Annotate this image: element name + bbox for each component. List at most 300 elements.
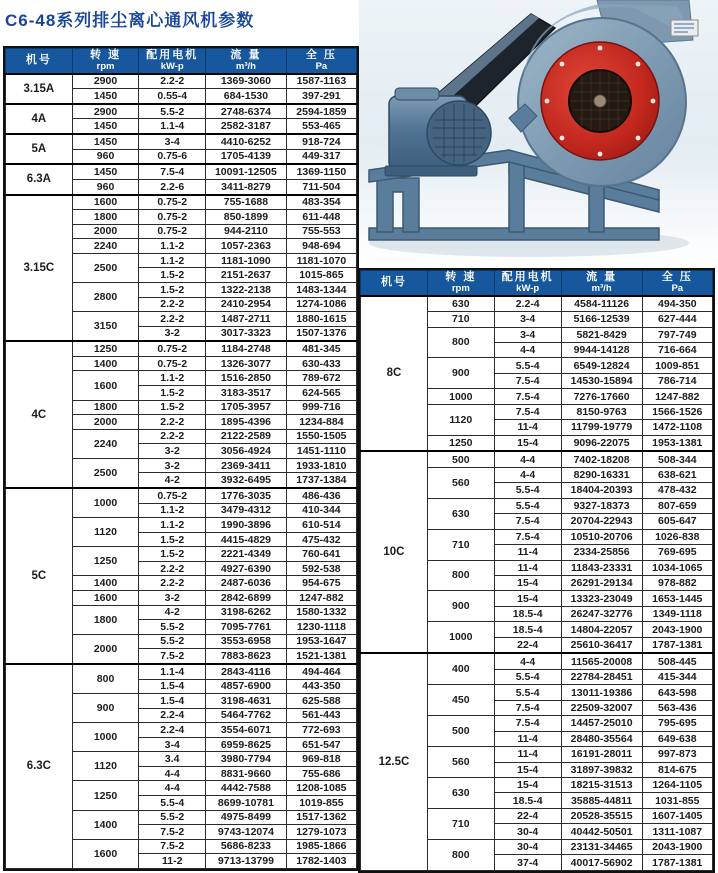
rpm-cell: 1250 [72,781,139,810]
rpm-cell: 800 [427,327,494,358]
flow-cell: 9743-12074 [206,825,287,840]
right-spec-table [358,268,715,873]
motor-cell: 4-4 [494,467,561,482]
flow-cell: 3980-7794 [206,752,287,767]
table-row [6,134,357,149]
motor-cell: 3-2 [139,326,206,341]
pressure-cell: 1933-1810 [286,458,356,473]
rpm-cell: 2900 [72,74,139,89]
motor-cell: 1.5-4 [139,679,206,694]
rpm-cell: 450 [427,685,494,716]
rpm-cell: 630 [427,778,494,809]
flow-cell: 1181-1090 [206,253,287,268]
pressure-cell: 1031-855 [642,793,712,808]
rpm-cell: 2500 [72,458,139,488]
rpm-cell: 960 [72,179,139,194]
motor-cell: 4-4 [494,451,561,467]
flow-cell: 8290-16331 [561,467,642,482]
motor-cell: 2.2-6 [139,179,206,194]
flow-cell: 14530-15894 [561,373,642,388]
pressure-cell: 755-553 [286,224,356,239]
flow-cell: 850-1899 [206,210,287,225]
fan-photo [359,0,718,264]
rpm-cell: 1600 [72,839,139,868]
motor-cell: 15-4 [494,591,561,606]
flow-cell: 2582-3187 [206,119,287,134]
rpm-cell: 1450 [72,119,139,134]
pressure-cell: 1587-1163 [286,74,356,89]
motor-cell: 4-4 [139,766,206,781]
rpm-cell: 2000 [72,634,139,664]
flow-cell: 2410-2954 [206,297,287,312]
motor-cell: 18.5-4 [494,793,561,808]
flow-cell: 28480-35564 [561,731,642,746]
pressure-cell: 1517-1362 [286,810,356,825]
pressure-cell: 1019-855 [286,796,356,811]
motor-cell: 4-4 [494,342,561,357]
pressure-cell: 1247-882 [642,389,712,404]
motor-cell: 7.5-2 [139,839,206,854]
rpm-cell: 1000 [72,723,139,752]
flow-cell: 10510-20706 [561,529,642,544]
rpm-cell: 900 [72,694,139,723]
rpm-cell: 1450 [72,89,139,104]
model-cell: 8C [361,296,428,452]
pressure-cell: 508-344 [642,451,712,467]
motor-cell: 7.5-4 [494,373,561,388]
table-row [6,74,357,89]
flow-cell: 1516-2850 [206,371,287,386]
pressure-cell: 1234-884 [286,415,356,430]
motor-cell: 11-2 [139,854,206,869]
motor-cell: 5.5-4 [494,685,561,700]
pressure-cell: 789-672 [286,371,356,386]
pressure-cell: 997-873 [642,747,712,762]
flow-cell: 7883-8623 [206,649,287,664]
pressure-cell: 1230-1118 [286,620,356,635]
rpm-cell: 630 [427,296,494,312]
table-row [6,341,357,356]
pressure-cell: 508-445 [642,653,712,669]
motor-cell: 1.5-2 [139,547,206,562]
column-header: 流 量 m³/h [561,271,642,296]
pressure-cell: 475-432 [286,532,356,547]
flow-cell: 31897-39832 [561,762,642,777]
table-row [6,104,357,119]
flow-cell: 3183-3517 [206,386,287,401]
flow-cell: 4975-8499 [206,810,287,825]
pressure-cell: 449-317 [286,149,356,164]
flow-cell: 4442-7588 [206,781,287,796]
flow-cell: 4410-6252 [206,134,287,149]
flow-cell: 8150-9763 [561,404,642,419]
pressure-cell: 561-443 [286,708,356,723]
flow-cell: 2122-2589 [206,429,287,444]
motor-cell: 11-4 [494,420,561,435]
motor-cell: 2.2-4 [494,296,561,312]
flow-cell: 13323-23049 [561,591,642,606]
flow-cell: 40442-50501 [561,824,642,839]
model-cell: 4C [6,341,73,488]
motor-cell: 0.75-2 [139,488,206,503]
motor-cell: 1.5-2 [139,400,206,415]
motor-cell: 5.5-2 [139,104,206,119]
column-header: 机号 [361,271,428,296]
flow-cell: 20528-35515 [561,808,642,823]
motor-cell: 22-4 [494,637,561,653]
flow-cell: 11843-23331 [561,560,642,575]
flow-cell: 7095-7761 [206,620,287,635]
motor-cell: 2.2-2 [139,576,206,591]
flow-cell: 4857-6900 [206,679,287,694]
flow-cell: 3198-6262 [206,605,287,620]
motor-cell: 1.1-4 [139,119,206,134]
pressure-cell: 1550-1505 [286,429,356,444]
flow-cell: 1184-2748 [206,341,287,356]
flow-cell: 3479-4312 [206,503,287,518]
pressure-cell: 1521-1381 [286,649,356,664]
motor-cell: 4-2 [139,473,206,488]
flow-cell: 5686-8233 [206,839,287,854]
flow-cell: 14804-22057 [561,622,642,637]
pressure-cell: 1737-1384 [286,473,356,488]
pressure-cell: 1311-1087 [642,824,712,839]
flow-cell: 2334-25856 [561,545,642,560]
model-cell: 12.5C [361,653,428,870]
pressure-cell: 1247-882 [286,591,356,606]
pressure-cell: 638-621 [642,467,712,482]
flow-cell: 2843-4116 [206,664,287,679]
flow-cell: 8699-10781 [206,796,287,811]
motor-cell: 3-4 [494,312,561,327]
flow-cell: 18404-20393 [561,483,642,498]
flow-cell: 13011-19386 [561,685,642,700]
pressure-cell: 1369-1150 [286,164,356,179]
rpm-cell: 1000 [427,389,494,404]
rpm-cell: 1400 [72,356,139,371]
flow-cell: 10091-12505 [206,164,287,179]
flow-cell: 40017-56902 [561,855,642,871]
pressure-cell: 415-344 [642,669,712,684]
motor-cell: 0.75-2 [139,341,206,356]
rpm-cell: 1800 [72,605,139,634]
rpm-cell: 800 [72,664,139,694]
pressure-cell: 716-664 [642,342,712,357]
motor-cell: 30-4 [494,839,561,854]
pressure-cell: 1264-1105 [642,778,712,793]
rpm-cell: 2000 [72,224,139,239]
motor-cell: 11-4 [494,747,561,762]
motor-cell: 7.5-4 [494,389,561,404]
rpm-cell: 1250 [72,547,139,576]
pressure-cell: 1880-1615 [286,312,356,327]
pressure-cell: 611-448 [286,210,356,225]
pressure-cell: 797-749 [642,327,712,342]
flow-cell: 1705-3957 [206,400,287,415]
flow-cell: 9096-22075 [561,435,642,451]
pressure-cell: 814-675 [642,762,712,777]
flow-cell: 2842-6899 [206,591,287,606]
flow-cell: 755-1688 [206,195,287,210]
pressure-cell: 1787-1381 [642,637,712,653]
motor-cell: 5.5-4 [494,498,561,513]
flow-cell: 22784-28451 [561,669,642,684]
rpm-cell: 2800 [72,282,139,311]
pressure-cell: 1208-1085 [286,781,356,796]
column-header: 机号 [6,49,73,74]
table-row [361,653,713,669]
flow-cell: 1057-2363 [206,239,287,254]
pressure-cell: 627-444 [642,312,712,327]
rpm-cell: 800 [427,839,494,870]
pressure-cell: 1985-1866 [286,839,356,854]
pressure-cell: 1483-1344 [286,282,356,297]
flow-cell: 5166-12539 [561,312,642,327]
pressure-cell: 443-350 [286,679,356,694]
motor-cell: 1.5-2 [139,386,206,401]
flow-cell: 5464-7762 [206,708,287,723]
rpm-cell: 560 [427,467,494,498]
pressure-cell: 1472-1108 [642,420,712,435]
rpm-cell: 1800 [72,400,139,415]
flow-cell: 22509-32007 [561,700,642,715]
pressure-cell: 483-354 [286,195,356,210]
column-header: 配用电机 kW-p [494,271,561,296]
flow-cell: 6549-12824 [561,358,642,373]
flow-cell: 944-2110 [206,224,287,239]
motor-cell: 5.5-2 [139,810,206,825]
flow-cell: 2369-3411 [206,458,287,473]
rpm-cell: 1400 [72,576,139,591]
rpm-cell: 1250 [72,341,139,356]
rpm-cell: 710 [427,808,494,839]
table-row [361,451,713,467]
page-title: C6-48系列排尘离心通风机参数 [5,11,255,30]
pressure-cell: 1451-1110 [286,444,356,459]
rpm-cell: 1120 [427,404,494,435]
column-header: 全 压 Pa [286,49,356,74]
rpm-cell: 1250 [427,435,494,451]
motor-cell: 0.75-2 [139,356,206,371]
pressure-cell: 563-436 [642,700,712,715]
flow-cell: 3553-6958 [206,634,287,649]
motor-cell: 2.2-2 [139,312,206,327]
motor-cell: 5.5-2 [139,634,206,649]
pressure-cell: 978-882 [642,575,712,590]
pressure-cell: 553-465 [286,119,356,134]
motor-cell: 11-4 [494,731,561,746]
rpm-cell: 710 [427,312,494,327]
flow-cell: 18215-31513 [561,778,642,793]
rpm-cell: 1400 [72,810,139,839]
motor-cell: 2.2-2 [139,561,206,576]
motor-cell: 18.5-4 [494,622,561,637]
flow-cell: 14457-25010 [561,716,642,731]
flow-cell: 9327-18373 [561,498,642,513]
motor-cell: 37-4 [494,855,561,871]
pressure-cell: 918-724 [286,134,356,149]
flow-cell: 3056-4924 [206,444,287,459]
motor-cell: 3-2 [139,458,206,473]
pressure-cell: 651-547 [286,737,356,752]
motor-cell: 3-4 [139,134,206,149]
pressure-cell: 1274-1086 [286,297,356,312]
spec-table [5,48,357,869]
motor-cell: 2.2-2 [139,74,206,89]
motor-cell: 15-4 [494,435,561,451]
pressure-cell: 760-641 [286,547,356,562]
column-header: 转 速 rpm [427,271,494,296]
pressure-cell: 769-695 [642,545,712,560]
flow-cell: 2748-6374 [206,104,287,119]
rpm-cell: 2240 [72,239,139,254]
model-cell: 5C [6,488,73,664]
pressure-cell: 624-565 [286,386,356,401]
pressure-cell: 711-504 [286,179,356,194]
left-spec-table [3,46,359,871]
motor-cell: 3-4 [494,327,561,342]
flow-cell: 2487-6036 [206,576,287,591]
rpm-cell: 1450 [72,164,139,179]
pressure-cell: 954-675 [286,576,356,591]
pressure-cell: 481-345 [286,341,356,356]
flow-cell: 8831-9660 [206,766,287,781]
motor-cell: 15-4 [494,778,561,793]
motor-cell: 1.1-2 [139,371,206,386]
motor-cell: 1.5-4 [139,694,206,709]
rpm-cell: 1120 [72,518,139,547]
pressure-cell: 1026-838 [642,529,712,544]
motor-cell: 5.5-4 [139,796,206,811]
rpm-cell: 500 [427,716,494,747]
column-header: 转 速 rpm [72,49,139,74]
motor-cell: 7.5-2 [139,649,206,664]
pressure-cell: 1653-1445 [642,591,712,606]
rpm-cell: 500 [427,451,494,467]
pressure-cell: 1782-1403 [286,854,356,869]
flow-cell: 3198-4631 [206,694,287,709]
pressure-cell: 630-433 [286,356,356,371]
motor-cell: 2.2-4 [139,723,206,738]
pressure-cell: 2594-1859 [286,104,356,119]
flow-cell: 23131-34465 [561,839,642,854]
motor-cell: 1.5-2 [139,268,206,283]
rpm-cell: 960 [72,149,139,164]
fan-illustration [359,0,718,264]
table-row [6,195,357,210]
pressure-cell: 1034-1065 [642,560,712,575]
model-cell: 10C [361,451,428,653]
pressure-cell: 1953-1647 [286,634,356,649]
motor-cell: 11-4 [494,545,561,560]
motor-cell: 3-2 [139,591,206,606]
pressure-cell: 643-598 [642,685,712,700]
flow-cell: 25610-36417 [561,637,642,653]
rpm-cell: 1450 [72,134,139,149]
pressure-cell: 1507-1376 [286,326,356,341]
rpm-cell: 400 [427,653,494,685]
flow-cell: 1895-4396 [206,415,287,430]
pressure-cell: 605-647 [642,514,712,529]
motor-cell: 2.2-2 [139,297,206,312]
motor-cell: 5.5-4 [494,358,561,373]
rpm-cell: 2240 [72,429,139,458]
motor-cell: 7.5-4 [494,404,561,419]
motor-cell: 1.1-2 [139,253,206,268]
pressure-cell: 999-716 [286,400,356,415]
motor-cell: 7.5-4 [494,700,561,715]
pressure-cell: 1580-1332 [286,605,356,620]
pressure-cell: 592-538 [286,561,356,576]
pressure-cell: 494-464 [286,664,356,679]
rpm-cell: 630 [427,498,494,529]
motor-cell: 5.5-4 [494,669,561,684]
rpm-cell: 800 [427,560,494,591]
table-row [6,164,357,179]
flow-cell: 16191-28011 [561,747,642,762]
flow-cell: 1776-3035 [206,488,287,503]
rpm-cell: 1600 [72,195,139,210]
motor-cell: 15-4 [494,762,561,777]
flow-cell: 2151-2637 [206,268,287,283]
flow-cell: 11565-20008 [561,653,642,669]
pressure-cell: 610-514 [286,518,356,533]
pressure-cell: 786-714 [642,373,712,388]
flow-cell: 3411-8279 [206,179,287,194]
flow-cell: 7402-18208 [561,451,642,467]
motor-cell: 0.75-2 [139,224,206,239]
motor-cell: 4-2 [139,605,206,620]
spec-table [360,270,713,871]
rpm-cell: 1600 [72,371,139,400]
model-cell: 4A [6,104,73,134]
motor-cell: 7.5-4 [494,716,561,731]
motor-cell: 18.5-4 [494,606,561,621]
pressure-cell: 494-350 [642,296,712,312]
flow-cell: 3017-3323 [206,326,287,341]
model-cell: 6.3C [6,664,73,869]
motor-cell: 7.5-4 [494,514,561,529]
flow-cell: 9713-13799 [206,854,287,869]
pressure-cell: 1015-865 [286,268,356,283]
motor-cell: 2.2-2 [139,415,206,430]
rpm-cell: 1600 [72,591,139,606]
pressure-cell: 2043-1900 [642,839,712,854]
pressure-cell: 625-588 [286,694,356,709]
model-cell: 6.3A [6,164,73,194]
rpm-cell: 710 [427,529,494,560]
flow-cell: 4584-11126 [561,296,642,312]
motor-cell: 5.5-4 [494,483,561,498]
rpm-cell: 1800 [72,210,139,225]
flow-cell: 9944-14128 [561,342,642,357]
pressure-cell: 795-695 [642,716,712,731]
motor-cell: 2.2-2 [139,429,206,444]
pressure-cell: 410-344 [286,503,356,518]
pressure-cell: 1349-1118 [642,606,712,621]
table-row [6,488,357,503]
flow-cell: 20704-22943 [561,514,642,529]
motor-cell: 1.1-2 [139,518,206,533]
flow-cell: 26291-29134 [561,575,642,590]
flow-cell: 1705-4139 [206,149,287,164]
column-header: 全 压 Pa [642,271,712,296]
motor-cell: 0.75-2 [139,210,206,225]
motor-cell: 22-4 [494,808,561,823]
pressure-cell: 1787-1381 [642,855,712,871]
flow-cell: 11799-19779 [561,420,642,435]
pressure-cell: 2043-1900 [642,622,712,637]
